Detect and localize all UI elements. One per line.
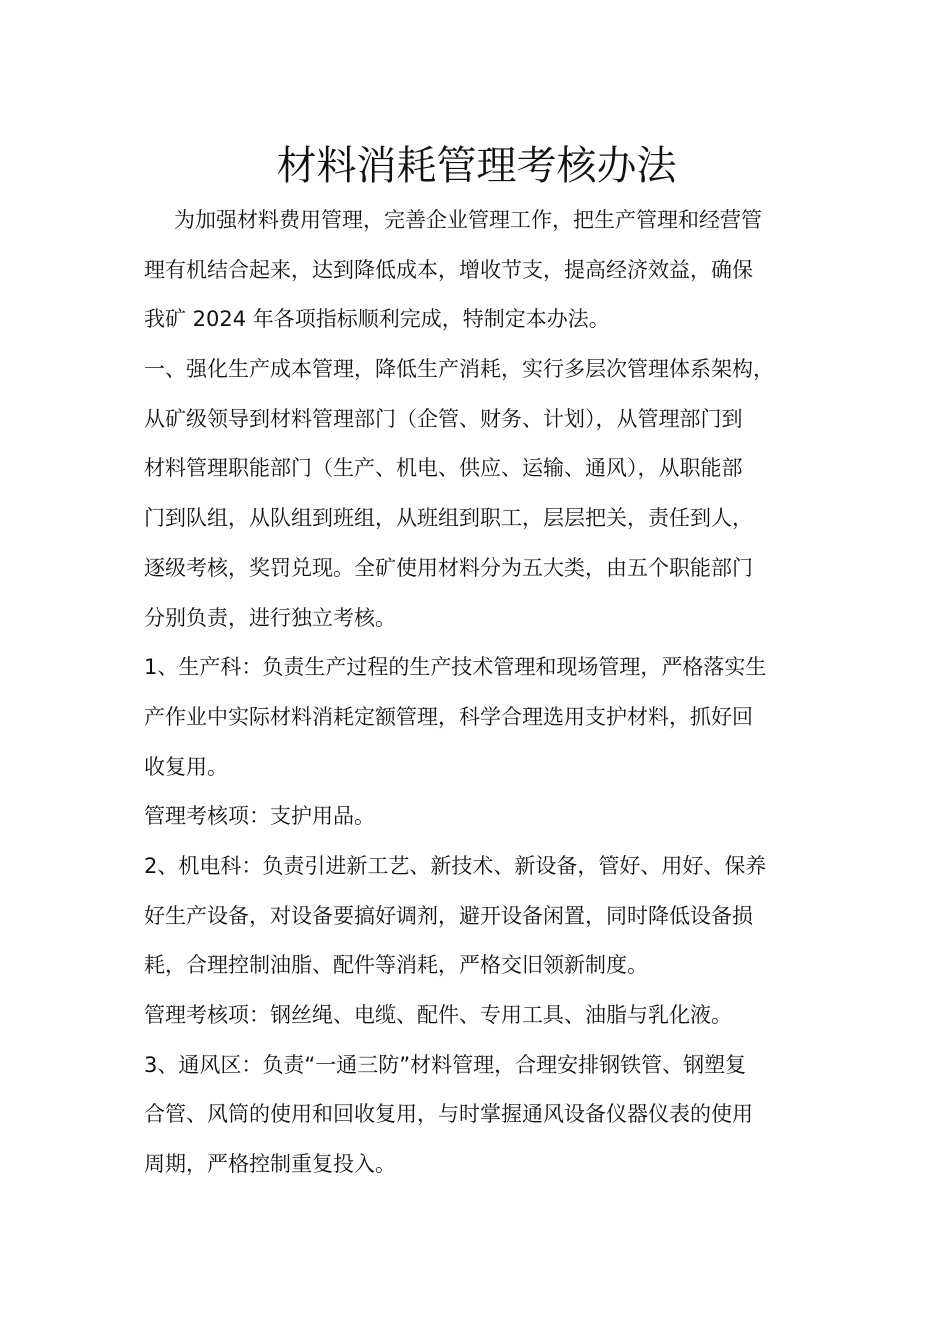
text-line: 理有机结合起来，达到降低成本，增收节支，提高经济效益，确保 <box>144 257 753 282</box>
document-page <box>144 138 809 1190</box>
text-line: 耗，合理控制油脂、配件等消耗，严格交旧领新制度。 <box>144 953 648 978</box>
text-line: 1、生产科：负责生产过程的生产技术管理和现场管理，严格落实生 <box>144 655 767 680</box>
text-line: 2、机电科：负责引进新工艺、新技术、新设备，管好、用好、保养 <box>144 853 767 878</box>
text-line: 管理考核项：钢丝绳、电缆、配件、专用工具、油脂与乳化液。 <box>144 1003 732 1027</box>
text-line: 为加强材料费用管理，完善企业管理工作，把生产管理和经营管 <box>174 208 762 232</box>
paragraph-section-1 <box>144 345 809 643</box>
paragraph-assessment-2 <box>144 991 809 1041</box>
text-line: 门到队组，从队组到班组，从班组到职工，层层把关，责任到人， <box>144 506 753 531</box>
text-line: 管理考核项：支护用品。 <box>144 804 375 829</box>
paragraph-assessment-1 <box>144 792 809 842</box>
text-line: 材料管理职能部门（生产、机电、供应、运输、通风），从职能部 <box>144 456 743 481</box>
text-line: 逐级考核，奖罚兑现。全矿使用材料分为五大类，由五个职能部门 <box>144 555 753 580</box>
text-line: 好生产设备，对设备要搞好调剂，避开设备闲置，同时降低设备损 <box>144 903 753 928</box>
text-line: 收复用。 <box>144 754 228 779</box>
text-line: 3、通风区：负责“一通三防”材料管理，合理安排钢铁管、钢塑复 <box>144 1052 747 1077</box>
text-line: 从矿级领导到材料管理部门（企管、财务、计划），从管理部门到 <box>144 406 743 431</box>
paragraph-intro <box>144 196 809 345</box>
document-title: 材料消耗管理考核办法 <box>276 143 677 189</box>
text-line: 我矿 2024 年各项指标顺利完成，特制定本办法。 <box>144 307 610 332</box>
text-line: 合管、风筒的使用和回收复用，与时掌握通风设备仪器仪表的使用 <box>144 1102 753 1127</box>
text-line: 产作业中实际材料消耗定额管理，科学合理选用支护材料，抓好回 <box>144 704 753 729</box>
text-line: 分别负责，进行独立考核。 <box>144 605 396 630</box>
paragraph-electromechanical-dept <box>144 842 809 991</box>
text-line: 周期，严格控制重复投入。 <box>144 1152 396 1177</box>
paragraph-ventilation-dept <box>144 1041 809 1190</box>
paragraph-production-dept <box>144 643 809 792</box>
text-line: 一、强化生产成本管理，降低生产消耗，实行多层次管理体系架构， <box>144 357 774 382</box>
